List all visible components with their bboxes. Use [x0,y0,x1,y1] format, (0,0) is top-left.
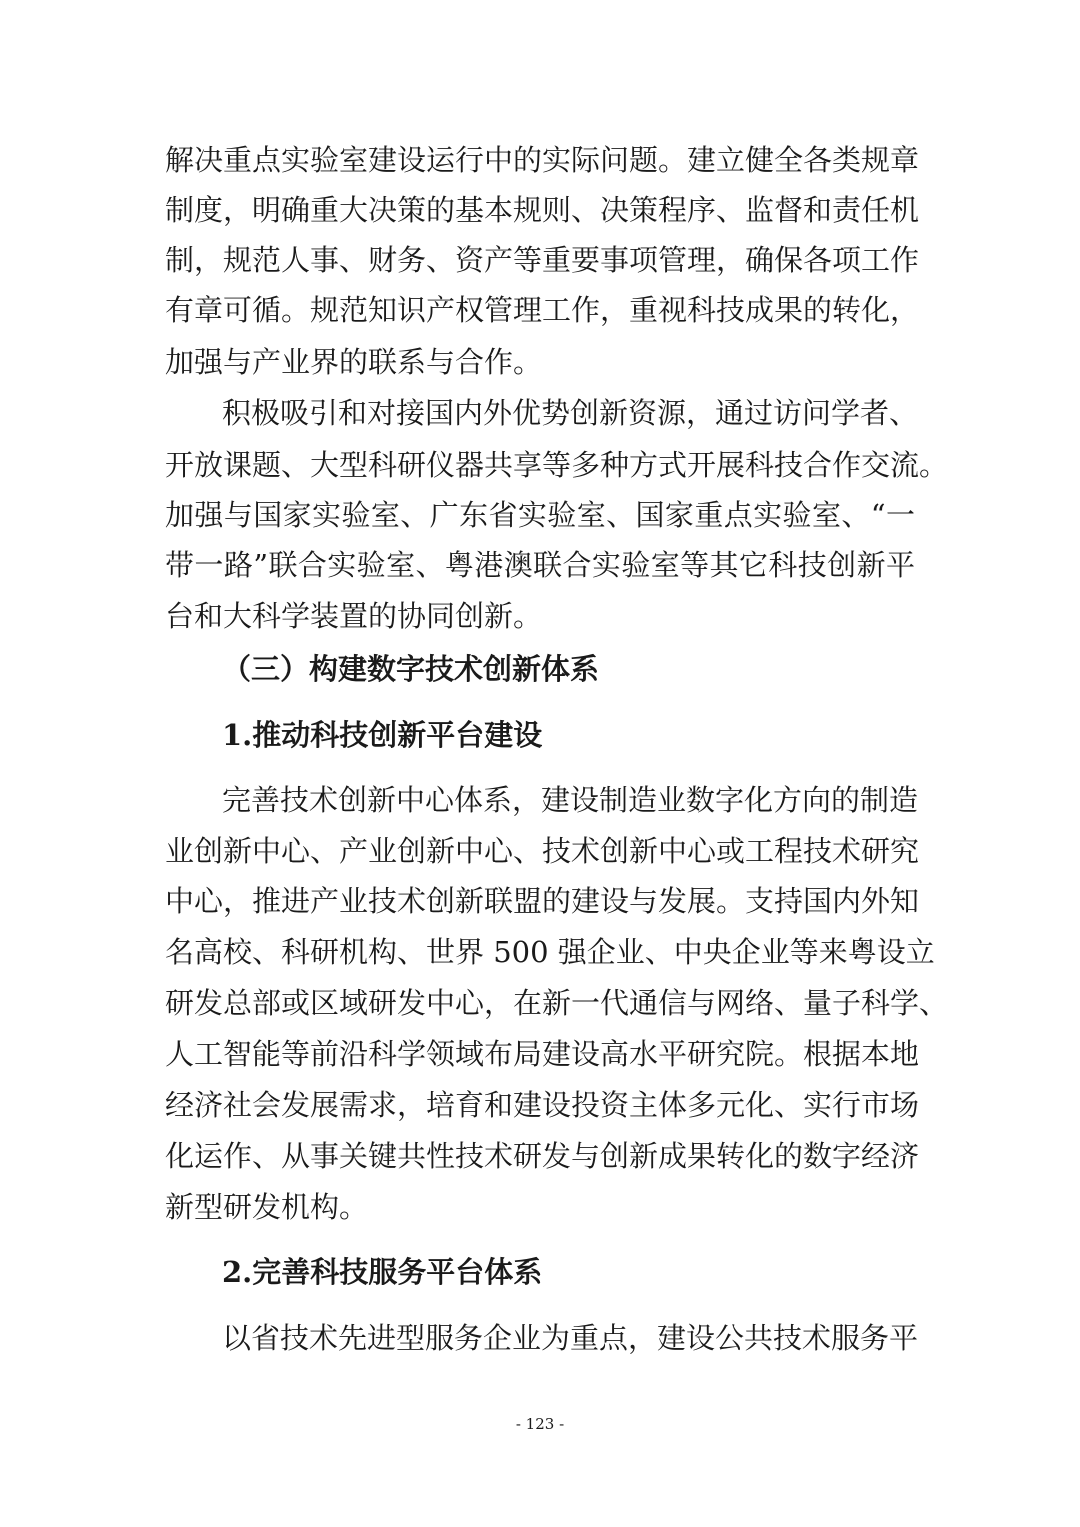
paragraph-line: 研发总部或区域研发中心，在新一代通信与网络、量子科学、 [165,986,949,1020]
paragraph-line: 台和大科学装置的协同创新。 [165,599,543,633]
paragraph-line: 积极吸引和对接国内外优势创新资源，通过访问学者、 [222,396,919,430]
paragraph-line: 解决重点实验室建设运行中的实际问题。建立健全各类规章 [165,143,920,177]
paragraph-line: 化运作、从事关键共性技术研发与创新成果转化的数字经济 [165,1139,920,1173]
paragraph-line: 经济社会发展需求，培育和建设投资主体多元化、实行市场 [165,1088,920,1122]
paragraph-line: 有章可循。规范知识产权管理工作，重视科技成果的转化， [165,293,920,327]
paragraph-line: 新型研发机构。 [165,1190,369,1224]
paragraph-line: 带一路”联合实验室、粤港澳联合实验室等其它科技创新平 [165,548,915,582]
paragraph-line: 加强与国家实验室、广东省实验室、国家重点实验室、“一 [165,498,915,532]
paragraph-line: 完善技术创新中心体系，建设制造业数字化方向的制造 [222,783,919,817]
paragraph-line: 加强与产业界的联系与合作。 [165,345,543,379]
paragraph-line: 中心，推进产业技术创新联盟的建设与发展。支持国内外知 [165,884,920,918]
paragraph-line: 业创新中心、产业创新中心、技术创新中心或工程技术研究 [165,834,920,868]
subheading: 1.推动科技创新平台建设 [222,718,543,752]
paragraph-line: 名高校、科研机构、世界 500 强企业、中央企业等来粤设立 [165,935,935,969]
section-heading: （三）构建数字技术创新体系 [222,652,600,686]
paragraph-line: 制，规范人事、财务、资产等重要事项管理，确保各项工作 [165,243,920,277]
subheading: 2.完善科技服务平台体系 [222,1255,543,1289]
paragraph-line: 人工智能等前沿科学领域布局建设高水平研究院。根据本地 [165,1037,920,1071]
page-number: - 123 - [515,1415,565,1433]
paragraph-line: 开放课题、大型科研仪器共享等多种方式开展科技合作交流。 [165,448,949,482]
paragraph-line: 以省技术先进型服务企业为重点，建设公共技术服务平 [222,1321,919,1355]
paragraph-line: 制度，明确重大决策的基本规则、决策程序、监督和责任机 [165,193,920,227]
